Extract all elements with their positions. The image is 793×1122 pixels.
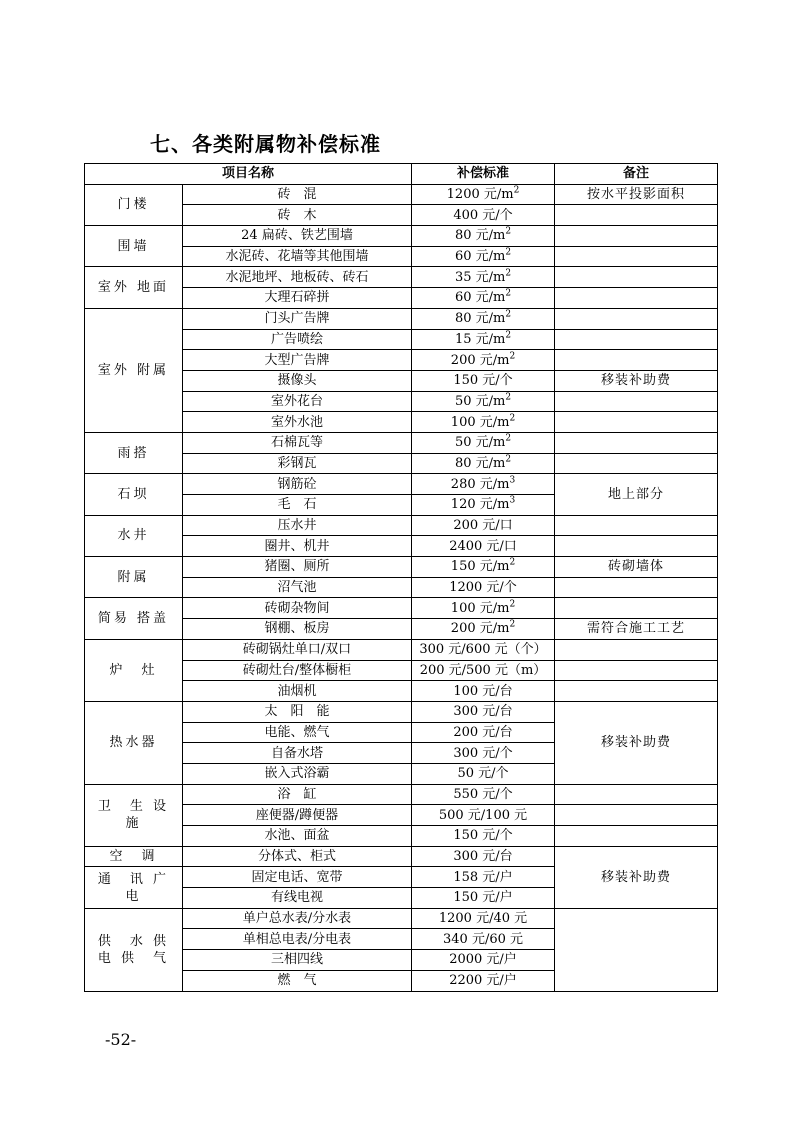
- standard-cell: [412, 350, 555, 371]
- note-cell: [555, 826, 718, 847]
- unit-exponent: 2: [505, 433, 512, 444]
- standard-value: 200 元/500 元（m）: [419, 662, 547, 678]
- standard-value: 550 元/个: [453, 786, 513, 802]
- standard-value: 100 元/台: [453, 683, 513, 699]
- item-cell: 摄像头: [183, 370, 412, 391]
- standard-value: 400 元/个: [453, 207, 513, 223]
- standard-cell: [412, 826, 555, 847]
- standard-value: 60 元/m: [454, 249, 506, 265]
- note-cell: [555, 226, 718, 247]
- category-cell: 围墙: [85, 226, 183, 267]
- standard-cell: [412, 288, 555, 309]
- item-cell: 钢筋砼: [183, 474, 412, 495]
- note-cell: [555, 660, 718, 681]
- item-cell: 门头广告牌: [183, 308, 412, 329]
- standard-cell: [412, 495, 555, 516]
- note-cell: 地上部分: [555, 474, 718, 515]
- item-cell: 压水井: [183, 515, 412, 536]
- standard-value: 280 元/m: [450, 476, 510, 492]
- unit-exponent: 2: [509, 599, 516, 610]
- note-cell: [555, 267, 718, 288]
- category-cell: 通 讯 广 电: [85, 867, 183, 908]
- unit-exponent: 2: [505, 309, 512, 320]
- table-row: [85, 226, 718, 247]
- item-cell: 沼气池: [183, 577, 412, 598]
- table-row: [85, 474, 718, 495]
- standard-value: 150 元/个: [453, 373, 513, 389]
- unit-exponent: 3: [509, 475, 516, 486]
- standard-value: 120 元/m: [450, 497, 510, 513]
- category-cell: 水井: [85, 515, 183, 556]
- item-cell: 圈井、机井: [183, 536, 412, 557]
- note-cell: 需符合施工工艺: [555, 619, 718, 640]
- standard-cell: [412, 226, 555, 247]
- note-cell: [555, 639, 718, 660]
- standard-cell: [412, 391, 555, 412]
- unit-exponent: 2: [505, 330, 512, 341]
- category-cell: 空 调: [85, 846, 183, 867]
- standard-value: 80 元/m: [454, 455, 506, 471]
- unit-exponent: 2: [505, 268, 512, 279]
- unit-exponent: 3: [509, 496, 516, 507]
- standard-cell: [412, 784, 555, 805]
- standard-cell: [412, 557, 555, 578]
- note-cell: [555, 805, 718, 826]
- item-cell: 砖砌灶台/整体橱柜: [183, 660, 412, 681]
- page-title: 七、各类附属物补偿标准: [150, 132, 381, 156]
- standard-value: 200 元/台: [453, 724, 513, 740]
- standard-cell: [412, 639, 555, 660]
- note-cell: 移装补助费: [555, 370, 718, 391]
- table-row: [85, 908, 718, 929]
- standard-value: 100 元/m: [450, 414, 510, 430]
- standard-cell: [412, 598, 555, 619]
- table-row: [85, 184, 718, 205]
- standard-value: 500 元/100 元: [438, 807, 528, 823]
- standard-cell: [412, 432, 555, 453]
- table-row: [85, 557, 718, 578]
- standard-value: 1200 元/m: [446, 187, 514, 203]
- standard-value: 200 元/口: [453, 518, 513, 534]
- standard-cell: [412, 701, 555, 722]
- category-cell: 炉 灶: [85, 639, 183, 701]
- standard-cell: [412, 929, 555, 950]
- category-cell: 热水器: [85, 701, 183, 784]
- unit-exponent: 2: [513, 185, 520, 196]
- standard-cell: [412, 888, 555, 909]
- note-cell: [555, 908, 718, 991]
- item-cell: 固定电话、宽带: [183, 867, 412, 888]
- standard-value: 2200 元/户: [449, 973, 517, 989]
- category-cell: 门楼: [85, 184, 183, 225]
- note-cell: [555, 598, 718, 619]
- category-cell: 室外 附属: [85, 308, 183, 432]
- standard-cell: [412, 474, 555, 495]
- note-cell: 砖砌墙体: [555, 557, 718, 578]
- category-cell: 供 水 供 电 供 气: [85, 908, 183, 991]
- standard-value: 50 元/个: [457, 766, 509, 782]
- standard-value: 300 元/个: [453, 745, 513, 761]
- table-row: [85, 432, 718, 453]
- standard-cell: [412, 577, 555, 598]
- item-cell: 砖砌锅灶单口/双口: [183, 639, 412, 660]
- category-cell: 石坝: [85, 474, 183, 515]
- item-cell: 单相总电表/分电表: [183, 929, 412, 950]
- header-item-name: 项目名称: [85, 164, 412, 185]
- note-cell: [555, 391, 718, 412]
- table-row: [85, 639, 718, 660]
- standard-value: 200 元/m: [450, 352, 510, 368]
- note-cell: [555, 681, 718, 702]
- standard-value: 150 元/户: [453, 890, 513, 906]
- standard-cell: [412, 184, 555, 205]
- standard-cell: [412, 329, 555, 350]
- item-cell: 自备水塔: [183, 743, 412, 764]
- standard-value: 150 元/m: [450, 559, 510, 575]
- item-cell: 砖 混: [183, 184, 412, 205]
- standard-value: 2400 元/口: [449, 538, 517, 554]
- page-number: -52-: [105, 1030, 137, 1049]
- category-cell: 卫 生 设 施: [85, 784, 183, 846]
- note-cell: [555, 784, 718, 805]
- note-cell: [555, 329, 718, 350]
- item-cell: 三相四线: [183, 950, 412, 971]
- standard-cell: [412, 681, 555, 702]
- standard-value: 80 元/m: [454, 228, 506, 244]
- item-cell: 分体式、柜式: [183, 846, 412, 867]
- note-cell: [555, 453, 718, 474]
- standard-cell: [412, 412, 555, 433]
- standard-value: 300 元/台: [453, 849, 513, 865]
- item-cell: 水泥砖、花墙等其他围墙: [183, 246, 412, 267]
- compensation-table: [84, 163, 718, 992]
- note-cell: [555, 205, 718, 226]
- category-cell: 附属: [85, 557, 183, 598]
- standard-cell: [412, 970, 555, 991]
- item-cell: 电能、燃气: [183, 722, 412, 743]
- item-cell: 嵌入式浴霸: [183, 763, 412, 784]
- standard-cell: [412, 950, 555, 971]
- item-cell: 燃 气: [183, 970, 412, 991]
- standard-value: 1200 元/个: [449, 580, 517, 596]
- standard-cell: [412, 536, 555, 557]
- standard-cell: [412, 453, 555, 474]
- standard-value: 50 元/m: [454, 393, 506, 409]
- unit-exponent: 2: [505, 227, 512, 238]
- unit-exponent: 2: [509, 351, 516, 362]
- item-cell: 砖 木: [183, 205, 412, 226]
- table-row: [85, 308, 718, 329]
- item-cell: 24 扁砖、铁艺围墙: [183, 226, 412, 247]
- note-cell: [555, 246, 718, 267]
- standard-cell: [412, 515, 555, 536]
- standard-cell: [412, 743, 555, 764]
- item-cell: 猪圈、厕所: [183, 557, 412, 578]
- item-cell: 浴 缸: [183, 784, 412, 805]
- note-cell: [555, 350, 718, 371]
- note-cell: [555, 308, 718, 329]
- standard-cell: [412, 722, 555, 743]
- standard-cell: [412, 867, 555, 888]
- note-cell: 移装补助费: [555, 701, 718, 784]
- standard-cell: [412, 267, 555, 288]
- standard-value: 300 元/600 元（个）: [419, 642, 547, 658]
- category-cell: 室外 地面: [85, 267, 183, 308]
- item-cell: 彩钢瓦: [183, 453, 412, 474]
- table-row: [85, 267, 718, 288]
- standard-cell: [412, 660, 555, 681]
- category-cell: 简易 搭盖: [85, 598, 183, 639]
- standard-cell: [412, 205, 555, 226]
- table-row: [85, 784, 718, 805]
- unit-exponent: 2: [505, 289, 512, 300]
- table-row: [85, 846, 718, 867]
- standard-cell: [412, 763, 555, 784]
- standard-cell: [412, 246, 555, 267]
- item-cell: 座便器/蹲便器: [183, 805, 412, 826]
- item-cell: 水池、面盆: [183, 826, 412, 847]
- standard-cell: [412, 805, 555, 826]
- standard-value: 50 元/m: [454, 435, 506, 451]
- item-cell: 室外水池: [183, 412, 412, 433]
- note-cell: [555, 288, 718, 309]
- note-cell: [555, 515, 718, 536]
- standard-value: 80 元/m: [454, 311, 506, 327]
- table-row: [85, 701, 718, 722]
- standard-value: 100 元/m: [450, 600, 510, 616]
- item-cell: 大型广告牌: [183, 350, 412, 371]
- standard-value: 158 元/户: [453, 869, 513, 885]
- note-cell: 移装补助费: [555, 846, 718, 908]
- standard-value: 150 元/个: [453, 828, 513, 844]
- header-note: 备注: [555, 164, 718, 185]
- note-cell: [555, 577, 718, 598]
- item-cell: 大理石碎拼: [183, 288, 412, 309]
- standard-value: 300 元/台: [453, 704, 513, 720]
- note-cell: 按水平投影面积: [555, 184, 718, 205]
- item-cell: 单户总水表/分水表: [183, 908, 412, 929]
- standard-cell: [412, 370, 555, 391]
- unit-exponent: 2: [505, 454, 512, 465]
- standard-cell: [412, 619, 555, 640]
- standard-cell: [412, 846, 555, 867]
- standard-value: 60 元/m: [454, 290, 506, 306]
- unit-exponent: 2: [509, 413, 516, 424]
- standard-cell: [412, 908, 555, 929]
- standard-value: 15 元/m: [454, 331, 506, 347]
- item-cell: 室外花台: [183, 391, 412, 412]
- header-standard: 补偿标准: [412, 164, 555, 185]
- item-cell: 太 阳 能: [183, 701, 412, 722]
- item-cell: 石棉瓦等: [183, 432, 412, 453]
- note-cell: [555, 432, 718, 453]
- standard-value: 2000 元/户: [449, 952, 517, 968]
- note-cell: [555, 536, 718, 557]
- standard-value: 35 元/m: [454, 269, 506, 285]
- item-cell: 砖砌杂物间: [183, 598, 412, 619]
- item-cell: 有线电视: [183, 888, 412, 909]
- standard-cell: [412, 308, 555, 329]
- category-cell: 雨搭: [85, 432, 183, 473]
- item-cell: 油烟机: [183, 681, 412, 702]
- note-cell: [555, 412, 718, 433]
- item-cell: 广告喷绘: [183, 329, 412, 350]
- table-row: [85, 515, 718, 536]
- item-cell: 钢棚、板房: [183, 619, 412, 640]
- unit-exponent: 2: [509, 620, 516, 631]
- table-row: [85, 598, 718, 619]
- item-cell: 水泥地坪、地板砖、砖石: [183, 267, 412, 288]
- item-cell: 毛 石: [183, 495, 412, 516]
- unit-exponent: 2: [509, 558, 516, 569]
- unit-exponent: 2: [505, 247, 512, 258]
- standard-value: 340 元/60 元: [443, 931, 523, 947]
- unit-exponent: 2: [505, 392, 512, 403]
- standard-value: 200 元/m: [450, 621, 510, 637]
- standard-value: 1200 元/40 元: [438, 911, 528, 927]
